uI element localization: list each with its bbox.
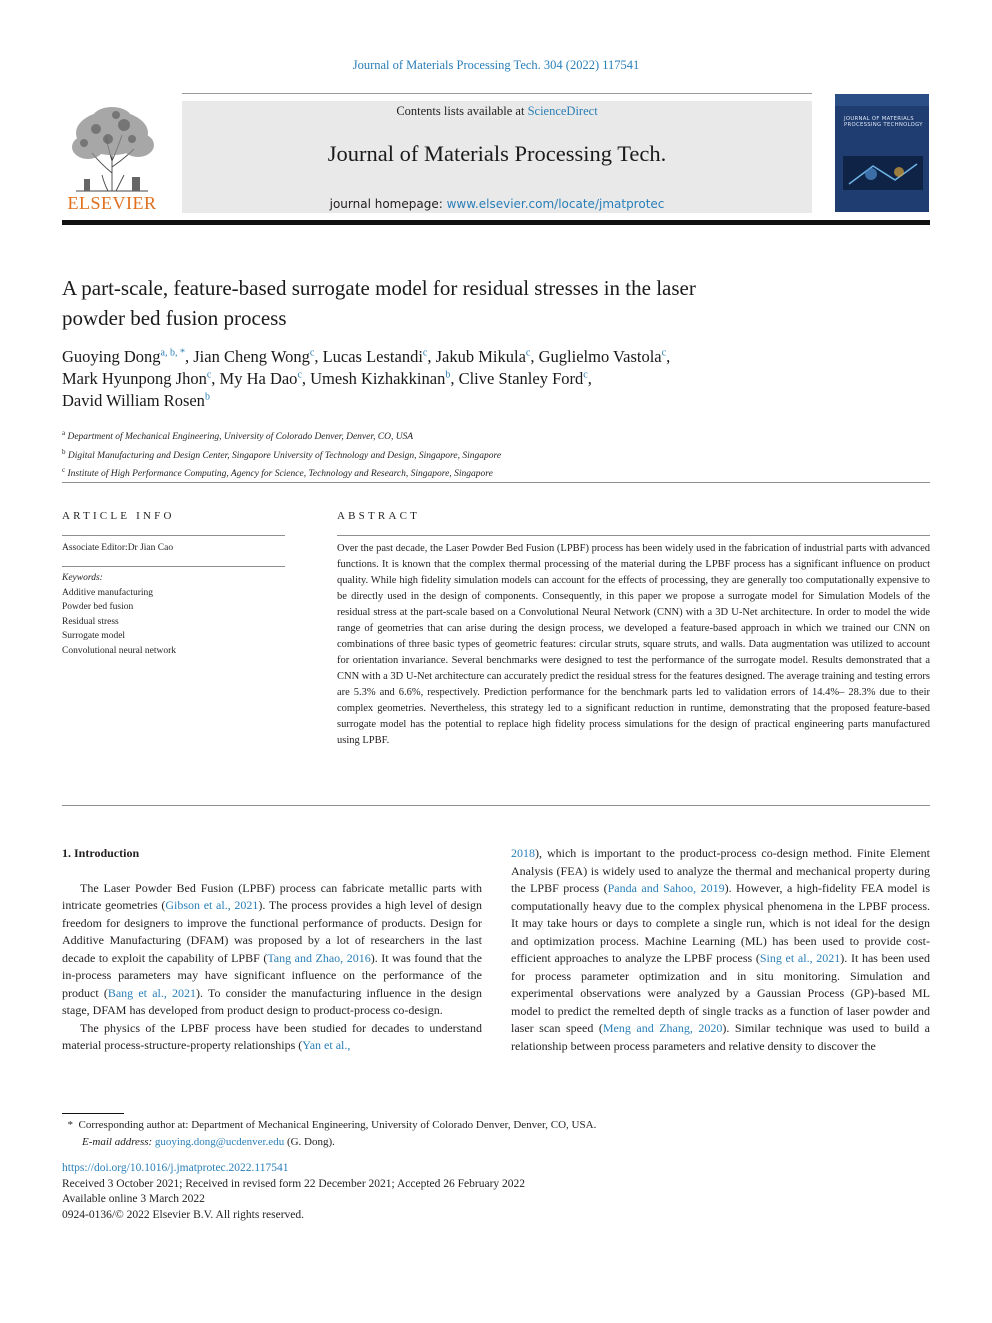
footnote-email-line — [62, 1134, 922, 1151]
body-text: ). It has been used for process parameter optimization and in situ monitoring. Simulation and experimental observations were analyzed by a Gaussian Process (GP)-based ML model to predict the remelted depth of single tracks as a function of laser powder and laser scan speed ( — [511, 951, 930, 1035]
masthead-bottom-rule — [62, 220, 930, 225]
affiliation-marker: b — [62, 447, 66, 456]
affiliation-item — [62, 445, 922, 464]
email-label: E-mail address: — [82, 1136, 155, 1148]
citation-link[interactable]: Panda and Sahoo, 2019 — [607, 881, 725, 895]
footnote-marker: * — [67, 1119, 73, 1131]
citation-link[interactable]: Bang et al., 2021 — [107, 985, 197, 1000]
cover-image-icon — [843, 156, 923, 190]
author-name[interactable]: Jakub Mikula — [435, 347, 526, 366]
author-separator: , — [450, 369, 459, 388]
affiliation-marker: c — [62, 466, 66, 475]
article-info-rule — [62, 535, 285, 536]
author-affiliation-marker[interactable]: c — [206, 369, 212, 381]
affiliation-list — [62, 426, 922, 482]
author-name[interactable]: Guoying Dong — [62, 347, 161, 366]
intro-paragraph-2-continued — [511, 845, 930, 1055]
keyword-item[interactable]: Residual stress — [62, 616, 119, 627]
available-online: Available online 3 March 2022 — [62, 1193, 205, 1205]
citation-link[interactable]: Gibson et al., 2021 — [165, 898, 259, 912]
affiliation-text: Digital Manufacturing and Design Center, Singapore University of Technology and Design, Singapore, Singapore — [67, 450, 502, 461]
contents-line — [182, 104, 812, 119]
journal-title: Journal of Materials Processing Tech. — [327, 141, 667, 166]
author-separator: , — [301, 369, 311, 388]
body-text: ). The process provides a high level of design freedom for designers to improve the functional performance of products. Design for Additive Manufacturing (DFAM) was proposed by a lot of researchers in the last decade to exploit the capability of LPBF ( — [62, 898, 483, 965]
intro-paragraph-1 — [62, 880, 482, 1020]
author-separator: , — [666, 347, 671, 366]
author-name[interactable]: Clive Stanley Ford — [458, 369, 584, 388]
body-text: ). However, a high-fidelity FEA model is computationally heavy due to the complex physical phenomena in the LPBF process. It may take hours or days to complete a single run, which is not ideal for the design and optimization process. Machine Learning (ML) has been used to provide cost-efficient approaches to analyze the LPBF process ( — [511, 881, 930, 965]
footnote-text: Corresponding author at: Department of Mechanical Engineering, University of Colorado Denver, Denver, CO, USA. — [78, 1119, 597, 1131]
author-line-2 — [62, 368, 922, 390]
running-head: Journal of Materials Processing Tech. 304 (2022) 117541 — [352, 58, 640, 72]
citation-link[interactable]: Sing et al., 2021 — [759, 951, 841, 965]
affiliation-item — [62, 426, 922, 445]
author-separator: , — [427, 347, 436, 366]
author-affiliation-marker[interactable]: b — [445, 369, 451, 381]
intro-paragraph-2 — [62, 1020, 482, 1055]
cover-band — [835, 94, 929, 106]
homepage-link[interactable]: www.elsevier.com/locate/jmatprotec — [446, 197, 665, 211]
associate-editor: Associate Editor:Dr Jian Cao — [62, 543, 174, 553]
article-title-line-2: powder bed fusion process — [62, 306, 287, 330]
author-separator: , — [185, 347, 194, 366]
email-suffix: (G. Dong). — [284, 1136, 335, 1148]
copyright: 0924-0136/© 2022 Elsevier B.V. All rights reserved. — [62, 1208, 305, 1221]
heading-spacer — [62, 863, 482, 880]
header-divider — [62, 482, 930, 483]
abstract-divider — [62, 805, 930, 806]
body-text: ). It was found that the in-process parameters may have significant influence on the performance of the product ( — [62, 950, 482, 1000]
publication-info — [62, 1161, 922, 1223]
author-name[interactable]: Umesh Kizhakkinan — [310, 369, 446, 388]
journal-cover-thumbnail[interactable] — [835, 94, 929, 212]
citation-link[interactable]: 2018 — [511, 846, 535, 860]
abstract-rule — [337, 535, 930, 536]
author-separator: , — [587, 369, 592, 388]
article-title-line-1: A part-scale, feature-based surrogate model for residual stresses in the laser — [62, 276, 696, 300]
body-text: ). Similar technique was used to build a relationship between process parameters and relative density to discover the — [511, 1021, 931, 1053]
cover-title: JOURNAL OF MATERIALS PROCESSING TECHNOLOGY — [844, 116, 923, 128]
author-affiliation-marker[interactable]: c — [661, 347, 667, 359]
homepage-label: journal homepage: — [329, 197, 447, 211]
author-name[interactable]: Jian Cheng Wong — [193, 347, 310, 366]
sciencedirect-link[interactable]: ScienceDirect — [527, 104, 598, 118]
body-text: The physics of the LPBF process have been studied for decades to understand material process-structure-property relationships ( — [62, 1020, 482, 1052]
author-line-3 — [62, 390, 922, 412]
keyword-item[interactable]: Convolutional neural network — [62, 645, 176, 656]
body-text: ). To consider the manufacturing influence in the design stage, DFAM has developed from product design to product-process co-design. — [62, 985, 483, 1017]
author-affiliation-marker[interactable]: c — [422, 347, 428, 359]
abstract-text: Over the past decade, the Laser Powder Bed Fusion (LPBF) process has been widely used in the fabrication of industrial parts with advanced functions. It is known that the complex thermal processing of the material during the LPBF process has a significant influence on product quality. While high fidelity simulation models can account for the effects of processing, they are generally too computationally expensive to be directly used in the design of components. Consequently, in this paper we propose a surrogate model for Simulation Models of the residual stress at the part-scale based on a Convolutional Neural Network (CNN) with a 3D U-Net architecture. In order to model the wide range of geometries that can arise during the design process, we developed a feature-based approach in which we trained our CNN on combinations of three basic types of geometric features: circular struts, square struts, and walls. Data augmentation was utilized to account for orientation invariance. Several benchmarks were designed to test the performance of the surrogate model. Results demonstrated that a CNN with a 3D U-Net architecture can accurately predict the residual stress for the features designed. The average training and testing errors are 5.3% and 6.6%, respectively. Prediction performance for the benchmark parts led to validation errors of 14.4%– 28.3% due to their complex geometries. Nevertheless, this strategy led to a significant reduction in runtime, demonstrating that the proposed feature-based surrogate model has the potential to replace high fidelity process simulations for the design of practical engineering parts manufactured using LPBF. — [337, 543, 930, 746]
affiliation-text: Department of Mechanical Engineering, University of Colorado Denver, Denver, CO, USA — [67, 432, 414, 443]
section-heading-introduction: 1. Introduction — [62, 846, 140, 860]
body-column-left — [62, 845, 482, 1055]
author-affiliation-marker[interactable]: a, b, * — [160, 347, 185, 359]
author-affiliation-marker[interactable]: c — [525, 347, 531, 359]
citation-link[interactable]: Tang and Zhao, 2016 — [267, 950, 371, 965]
email-link[interactable]: guoying.dong@ucdenver.edu — [154, 1136, 285, 1148]
author-name[interactable]: Lucas Lestandi — [322, 347, 423, 366]
elsevier-wordmark: ELSEVIER — [67, 193, 157, 213]
author-affiliation-marker[interactable]: c — [309, 347, 315, 359]
contents-prefix: Contents lists available at — [396, 104, 528, 118]
affiliation-marker: a — [62, 429, 66, 437]
keywords-rule — [62, 566, 285, 567]
author-name[interactable]: Mark Hyunpong Jhon — [62, 369, 207, 388]
affiliation-text: Institute of High Performance Computing, Agency for Science, Technology and Research, Singapore, Singapore — [67, 469, 493, 480]
author-name[interactable]: Guglielmo Vastola — [538, 347, 662, 366]
author-name[interactable]: David William Rosen — [62, 391, 205, 410]
body-column-right — [511, 845, 930, 1055]
affiliation-item — [62, 463, 922, 482]
body-text: The Laser Powder Bed Fusion (LPBF) process can fabricate metallic parts with intricate geometries ( — [62, 880, 482, 912]
citation-link[interactable]: Yan et al., — [302, 1038, 351, 1052]
author-separator: , — [530, 347, 539, 366]
keyword-item[interactable]: Additive manufacturing — [62, 587, 154, 598]
author-separator: , — [314, 347, 323, 366]
corresponding-author-footnote — [62, 1117, 922, 1151]
author-affiliation-marker[interactable]: c — [583, 369, 588, 381]
doi-link[interactable]: https://doi.org/10.1016/j.jmatprotec.2022.117541 — [62, 1162, 289, 1174]
author-affiliation-marker[interactable]: b — [204, 391, 210, 403]
masthead-top-rule — [182, 93, 812, 94]
keyword-item[interactable]: Surrogate model — [62, 631, 126, 641]
keywords-label: Keywords: — [62, 573, 103, 583]
author-line-1 — [62, 346, 922, 368]
article-title — [62, 273, 862, 333]
journal-homepage — [182, 196, 812, 211]
keyword-item[interactable]: Powder bed fusion — [62, 602, 134, 612]
abstract-heading: ABSTRACT — [337, 510, 421, 522]
author-list — [62, 346, 922, 412]
footnote-rule — [62, 1113, 124, 1114]
body-text: ), which is important to the product-process co-design method. Finite Element Analysis (FEA) is widely used to analyze the thermal and mechanical property during the LPBF process ( — [511, 846, 930, 895]
author-separator: , — [211, 369, 220, 388]
keywords-block — [62, 571, 285, 658]
citation-link[interactable]: Meng and Zhang, 2020 — [602, 1021, 723, 1035]
footnote-line — [62, 1117, 922, 1134]
author-name[interactable]: My Ha Dao — [219, 369, 298, 388]
article-info-heading: ARTICLE INFO — [62, 510, 175, 522]
author-affiliation-marker[interactable]: c — [297, 369, 302, 381]
received-dates: Received 3 October 2021; Received in revised form 22 December 2021; Accepted 26 February 2022 — [62, 1177, 526, 1190]
